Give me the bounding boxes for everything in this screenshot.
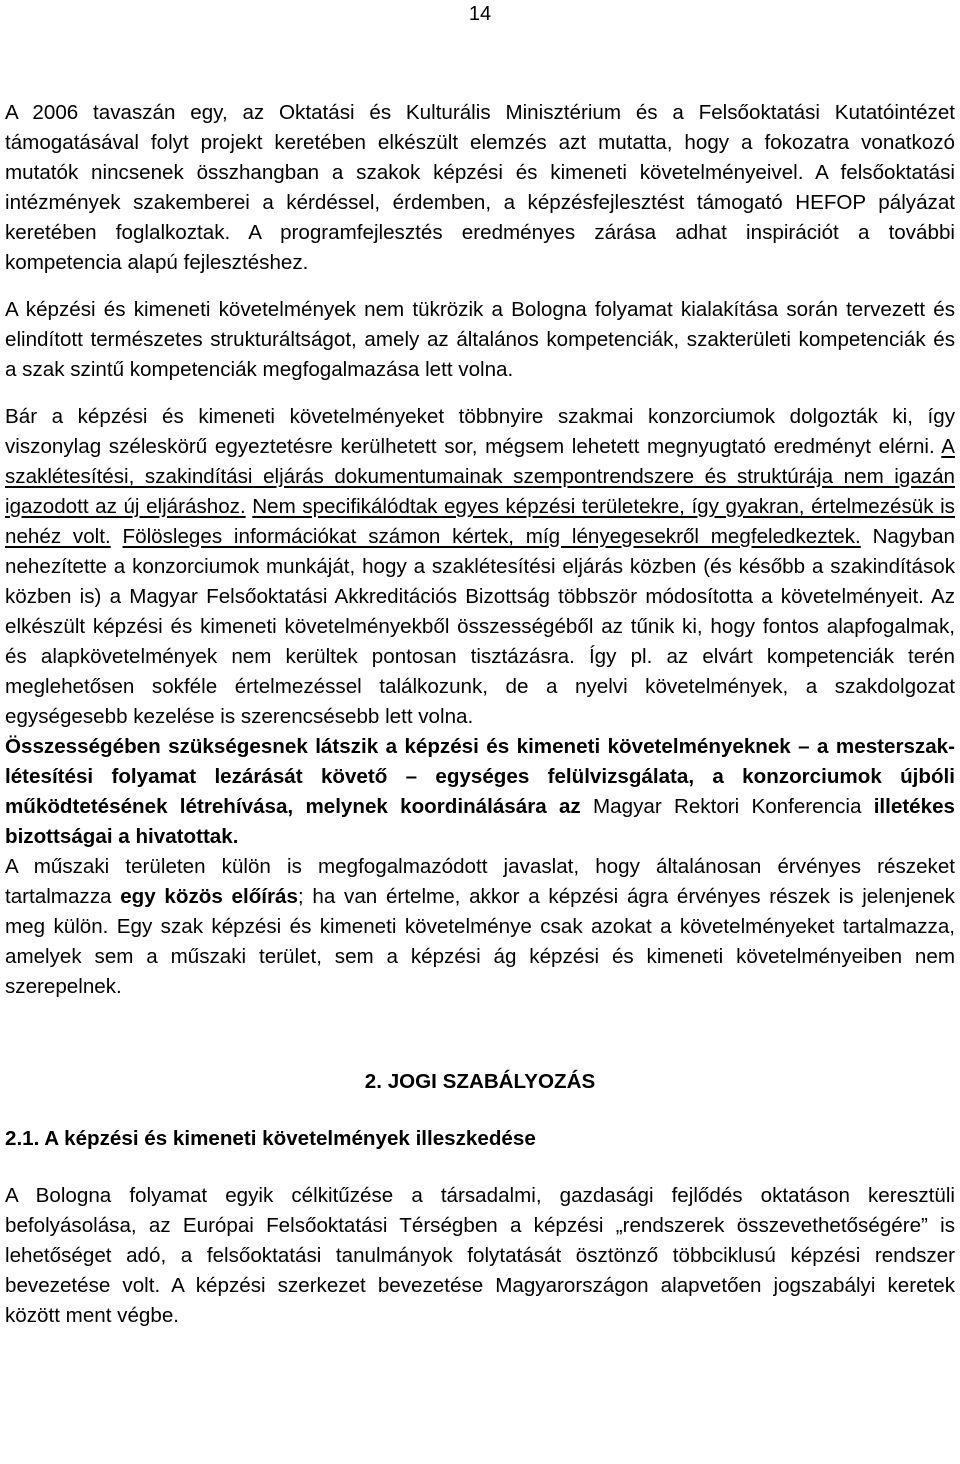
- page-number: 14: [468, 3, 492, 25]
- paragraph-3-underlined-2: Nem specifikálódtak egyes képzési területekre, így gyakran, értelmezésük is nehéz volt.: [5, 495, 955, 548]
- paragraph-5: [5, 852, 955, 1002]
- paragraph-5-text-a: A műszaki területen külön is megfogalmazódott javaslat, hogy általánosan érvényes részeket tartalmazza: [5, 855, 955, 908]
- paragraph-3-underlined-1: A szaklétesítési, szakindítási eljárás dokumentumainak szempontrendszere és struktúrája nem igazán igazodott az új eljáráshoz.: [5, 435, 955, 518]
- paragraph-4: [5, 732, 955, 852]
- paragraph-2: A képzési és kimeneti követelmények nem tükrözik a Bologna folyamat kialakítása során tervezett és elindított természetes strukturáltságot, amely az általános kompetenciák, szakterületi kompetenciák és a szak szintű kompetenciák megfogalmazása lett volna.: [5, 298, 955, 381]
- paragraph-5-bold: egy közös előírás: [120, 885, 298, 908]
- paragraph-4-normal: Magyar Rektori Konferencia: [580, 795, 874, 818]
- paragraph-3-text-a: Bár a képzési és kimeneti követelményeket többnyire szakmai konzorciumok dolgozták ki, így viszonylag széleskörű egyeztetésre kerülhetett sor, mégsem lehetett megnyugtató eredményt elérni.: [5, 405, 955, 458]
- paragraph-5-text-c: ; ha van értelme, akkor a képzési ágra érvényes részek is jelenjenek meg külön. Egy szak képzési és kimeneti követelménye csak azokat a követelményeket tartalmazza, amelyek sem a műszaki terület, sem a képzési ág képzési és kimeneti követelményeiben nem szerepelnek.: [5, 885, 955, 998]
- paragraph-4-bold-2: illetékes bizottságai a hivatottak.: [5, 795, 955, 848]
- paragraph-1: A 2006 tavaszán egy, az Oktatási és Kulturális Minisztérium és a Felsőoktatási Kutatóintézet támogatásával folyt projekt keretében elkészült elemzés azt mutatta, hogy a fokozatra vonatkozó mutatók nincsenek összhangban a szakok képzési és kimeneti követelményeivel. A felsőoktatási intézmények szakemberei a kérdéssel, érdemben, a képzésfejlesztést támogató HEFOP pályázat keretében foglalkoztak. A programfejlesztés eredményes zárása adhat inspirációt a további kompetencia alapú fejlesztéshez.: [5, 101, 955, 274]
- document-body: [5, 98, 955, 1331]
- paragraph-3-text-b: Nagyban nehezítette a konzorciumok munkáját, hogy a szaklétesítési eljárás közben (és később a szakindítások közben is) a Magyar Felsőoktatási Akkreditációs Bizottság többször módosította a követelményeit. Az elkészült képzési és kimeneti követelményekből összességéből az tűnik ki, hogy fontos alapfogalmak, és alapkövetelmények nem kerültek pontosan tisztázásra. Így pl. az elvárt kompetenciák terén meglehetősen sokféle értelmezéssel találkozunk, de a nyelvi követelmények, a szakdolgozat egységesebb kezelése is szerencsésebb lett volna.: [5, 525, 955, 728]
- paragraph-6: A Bologna folyamat egyik célkitűzése a társadalmi, gazdasági fejlődés oktatáson keresztüli befolyásolása, az Európai Felsőoktatási Térségben a képzési „rendszerek összevethetőségére” is lehetőséget adó, a felsőoktatási tanulmányok folytatását ösztönző többciklusú képzési rendszer bevezetése volt. A képzési szerkezet bevezetése Magyarországon alapvetően jogszabályi keretek között ment végbe.: [5, 1184, 955, 1327]
- space: [111, 525, 123, 548]
- section-heading: 2. JOGI SZABÁLYOZÁS: [364, 1070, 596, 1093]
- paragraph-3-underlined-3: Fölösleges információkat számon kértek, míg lényegesekről megfeledkeztek.: [122, 525, 861, 548]
- subsection-heading: 2.1. A képzési és kimeneti követelmények illeszkedése: [5, 1127, 536, 1150]
- paragraph-4-bold-1: Összességében szükségesnek látszik a képzési és kimeneti követelményeknek – a mesterszak-létesítési folyamat lezárását követő – egységes felülvizsgálata, a konzorciumok újbóli működtetésének létrehívása, melynek koordinálására az: [5, 735, 955, 818]
- paragraph-3: [5, 402, 955, 732]
